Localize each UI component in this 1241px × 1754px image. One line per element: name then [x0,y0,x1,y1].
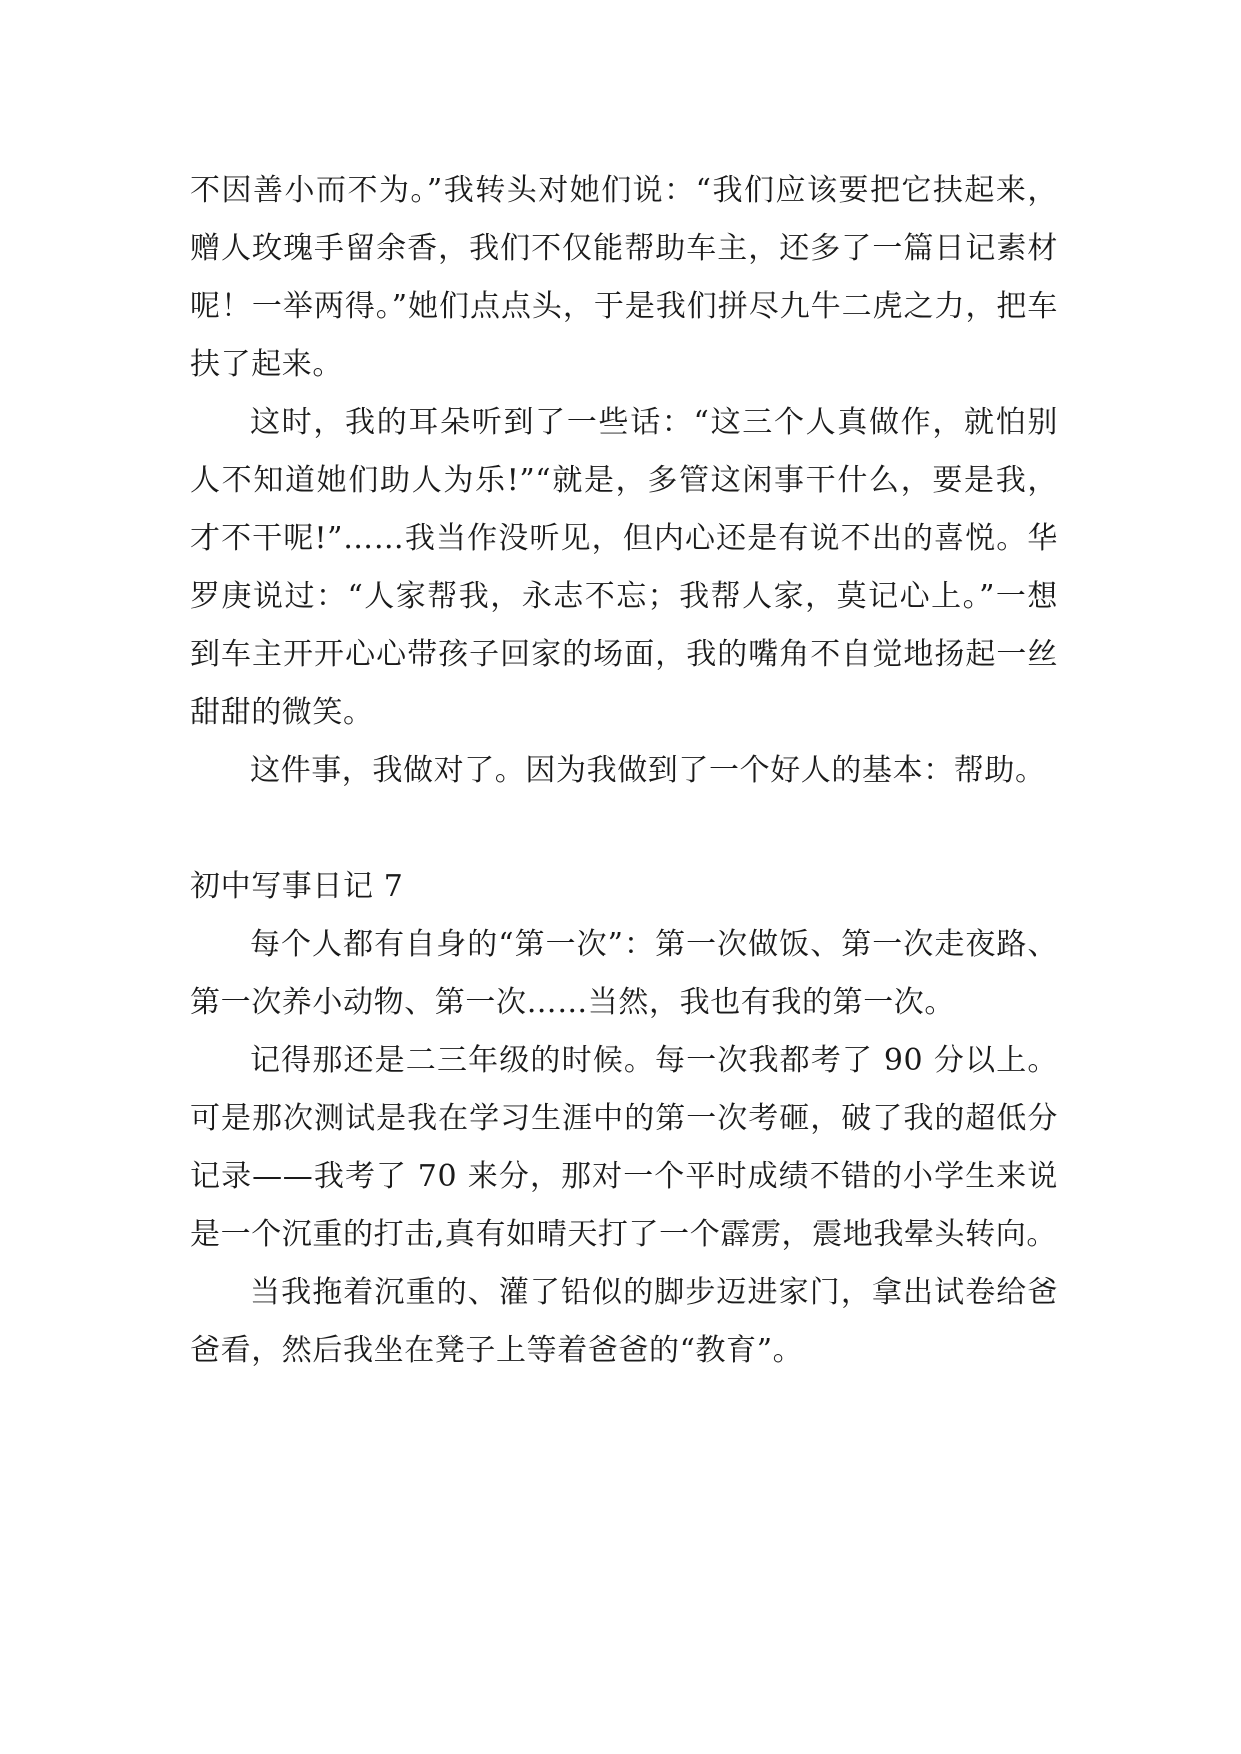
paragraph-6: 当我拖着沉重的、灌了铅似的脚步迈进家门，拿出试卷给爸爸看，然后我坐在凳子上等着爸爸的“教育”。 [190,1275,1058,1368]
section-spacer [190,800,1058,858]
paragraph-2: 这时，我的耳朵听到了一些话：“这三个人真做作，就怕别人不知道她们助人为乐!”“就是，多管这闲事干什么，要是我，才不干呢!”……我当作没听见，但内心还是有说不出的喜悦。华罗庚说过：“人家帮我，永志不忘；我帮人家，莫记心上。”一想到车主开开心心带孩子回家的场面，我的嘴角不自觉地扬起一丝甜甜的微笑。 [190,405,1058,730]
paragraph-1: 不因善小而不为。”我转头对她们说：“我们应该要把它扶起来，赠人玫瑰手留余香，我们不仅能帮助车主，还多了一篇日记素材呢！一举两得。”她们点点头，于是我们拼尽九牛二虎之力，把车扶了起来。 [190,173,1058,382]
document-page [190,162,1058,1380]
paragraph-5: 记得那还是二三年级的时候。每一次我都考了 90 分以上。可是那次测试是我在学习生涯中的第一次考砸，破了我的超低分记录——我考了 70 来分，那对一个平时成绩不错的小学生来说是一个沉重的打击,真有如晴天打了一个霹雳，震地我晕头转向。 [190,1043,1058,1252]
paragraph-3: 这件事，我做对了。因为我做到了一个好人的基本：帮助。 [250,753,1046,788]
section-heading: 初中写事日记 7 [190,869,404,904]
paragraph-4: 每个人都有自身的“第一次”：第一次做饭、第一次走夜路、第一次养小动物、第一次……当然，我也有我的第一次。 [190,927,1058,1020]
